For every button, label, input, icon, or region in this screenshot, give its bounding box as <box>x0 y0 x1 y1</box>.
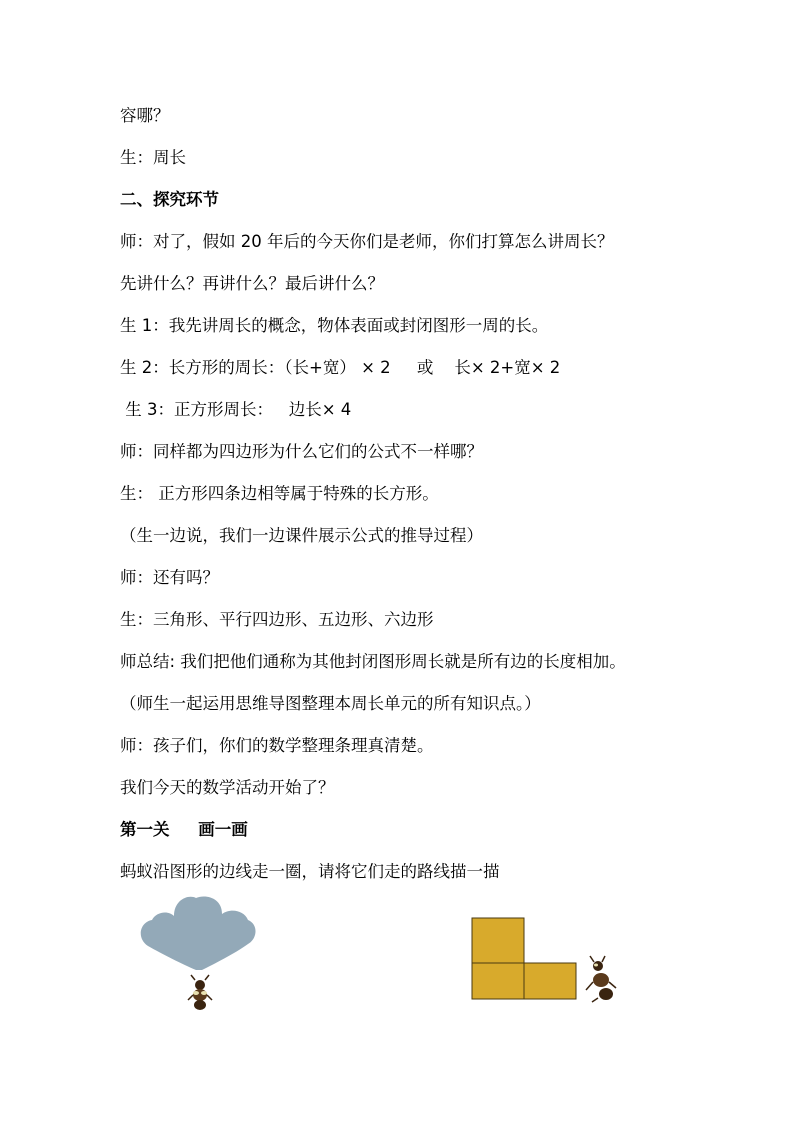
text-line-17: 我们今天的数学活动开始了？ <box>120 778 335 797</box>
text-line-10: 生： 正方形四条边相等属于特殊的长方形。 <box>120 484 439 503</box>
square-bottom-right <box>524 963 576 999</box>
text-line-6: 生 1：我先讲周长的概念，物体表面或封闭图形一周的长。 <box>120 316 549 335</box>
square-top-left <box>472 918 524 963</box>
text-line-4: 师：对了，假如 20 年后的今天你们是老师，你们打算怎么讲周长？ <box>120 232 614 251</box>
text-line-14: 师总结: 我们把他们通称为其他封闭图形周长就是所有边的长度相加。 <box>120 652 626 671</box>
text-line-12: 师：还有吗？ <box>120 568 219 587</box>
ant-icon <box>188 975 212 1010</box>
text-line-7: 生 2：长方形的周长：（长+宽） × 2 或 长× 2+宽× 2 <box>120 358 561 377</box>
l-shape-squares-with-ant-icon <box>466 912 626 1012</box>
section-heading-level-1: 第一关 画一画 <box>120 820 248 839</box>
text-line-5: 先讲什么？再讲什么？最后讲什么？ <box>120 274 384 293</box>
cloud-shape <box>141 897 256 970</box>
cloud-shape-with-ant-icon <box>134 892 264 1012</box>
text-line-19: 蚂蚁沿图形的边线走一圈，请将它们走的路线描一描 <box>120 862 500 881</box>
text-line-9: 师：同样都为四边形为什么它们的公式不一样哪？ <box>120 442 483 461</box>
text-line-1: 容哪？ <box>120 106 170 125</box>
section-heading-explore: 二、探究环节 <box>120 190 219 209</box>
text-line-2: 生：周长 <box>120 148 186 167</box>
text-line-16: 师：孩子们，你们的数学整理条理真清楚。 <box>120 736 434 755</box>
text-line-8: 生 3：正方形周长： 边长× 4 <box>120 400 352 419</box>
ant-icon <box>586 956 616 1002</box>
square-bottom-left <box>472 963 524 999</box>
text-line-11: （生一边说，我们一边课件展示公式的推导过程） <box>120 526 483 545</box>
text-line-13: 生：三角形、平行四边形、五边形、六边形 <box>120 610 434 629</box>
text-line-15: （师生一起运用思维导图整理本周长单元的所有知识点。） <box>120 694 541 713</box>
